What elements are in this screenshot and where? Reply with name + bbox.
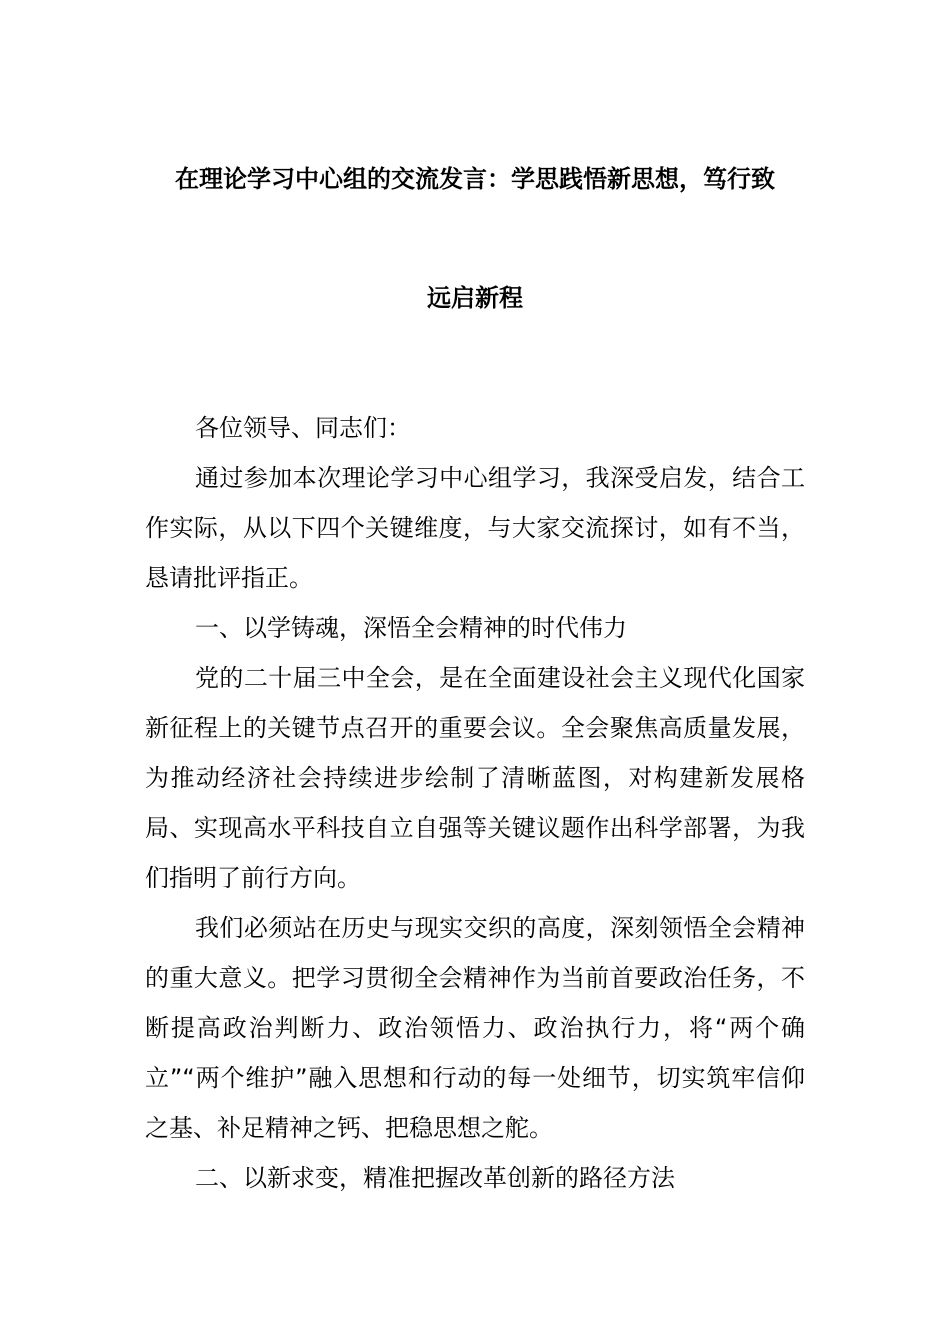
- intro-paragraph: 通过参加本次理论学习中心组学习，我深受启发，结合工作实际，从以下四个关键维度，与大家交流探讨，如有不当，恳请批评指正。: [145, 464, 805, 592]
- document-title-line-1: 在理论学习中心组的交流发言：学思践悟新思想，笃行致: [175, 165, 775, 193]
- document-body: [145, 403, 805, 1203]
- section-heading-1: 一、以学铸魂，深悟全会精神的时代伟力: [195, 614, 627, 642]
- section-heading-2: 二、以新求变，精准把握改革创新的路径方法: [195, 1164, 675, 1192]
- body-paragraph: 我们必须站在历史与现实交织的高度，深刻领悟全会精神的重大意义。把学习贯彻全会精神作为当前首要政治任务，不断提高政治判断力、政治领悟力、政治执行力，将“两个确立”“两个维护”融入思想和行动的每一处细节，切实筑牢信仰之基、补足精神之钙、把稳思想之舵。: [145, 914, 805, 1142]
- body-paragraph: 党的二十届三中全会，是在全面建设社会主义现代化国家新征程上的关键节点召开的重要会议。全会聚焦高质量发展，为推动经济社会持续进步绘制了清晰蓝图，对构建新发展格局、实现高水平科技自立自强等关键议题作出科学部署，为我们指明了前行方向。: [145, 664, 805, 892]
- document-title-line-2: 远启新程: [427, 284, 523, 312]
- salutation: 各位领导、同志们：: [195, 414, 411, 442]
